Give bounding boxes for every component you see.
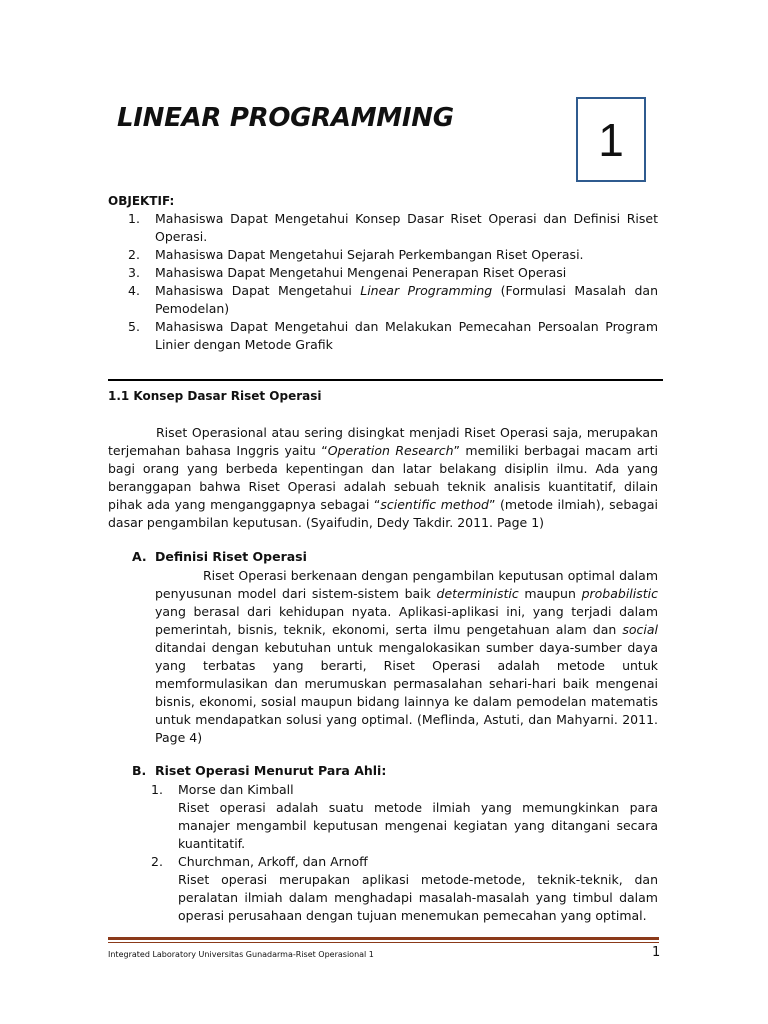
text-emphasis: deterministic	[436, 586, 519, 601]
chapter-number-box	[576, 97, 646, 182]
footer-text: Integrated Laboratory Universitas Gunadarma-Riset Operasional 1	[108, 950, 374, 959]
list-text: Mahasiswa Dapat Mengetahui dan Melakukan Pemecahan Persoalan Program Linier dengan Metode Grafik	[155, 319, 658, 352]
list-item	[128, 264, 658, 282]
text-run: ditandai dengan kebutuhan untuk mengalokasikan sumber daya-sumber daya yang terbatas yang berarti, Riset Operasi adalah metode untuk memformulasikan dan merumuskan permasalahan sehari-hari baik mengenai bisnis, ekonomi, sosial maupun bidang lainnya ke dalam pemodelan matematis untuk mendapatkan solusi yang optimal. (Meflinda, Astuti, dan Mahyarni. 2011. Page 4)	[155, 640, 658, 745]
list-number: 1.	[128, 211, 140, 226]
subsection-title: Riset Operasi Menurut Para Ahli:	[155, 763, 387, 778]
expert-definition: Riset operasi merupakan aplikasi metode-metode, teknik-teknik, dan peralatan ilmiah dalam menghadapi masalah-masalah yang timbul dalam operasi perusahaan dengan tujuan menemukan pemecahan yang optimal.	[178, 872, 658, 923]
experts-list	[151, 781, 658, 925]
footer-rule-thick	[108, 937, 659, 940]
section-title: 1.1 Konsep Dasar Riset Operasi	[108, 389, 322, 403]
page-title: LINEAR PROGRAMMING	[117, 103, 454, 133]
section-divider	[108, 379, 663, 381]
footer-rule	[108, 937, 659, 943]
list-text: Mahasiswa Dapat Mengetahui Sejarah Perkembangan Riset Operasi.	[155, 247, 584, 262]
chapter-number: 1	[598, 113, 624, 166]
footer-rule-thin	[108, 942, 659, 943]
intro-paragraph	[108, 424, 658, 532]
objectives-label: OBJEKTIF:	[108, 194, 175, 208]
subsection-a-heading	[132, 549, 307, 564]
list-item	[151, 853, 658, 925]
text-run: ” memiliki berbagai macam arti bagi orang yang berbeda kepentingan dan latar belakang disiplin ilmu. Ada yang beranggapan bahwa Riset Operasi adalah sebuah teknik analisis kuantitatif, dilain pihak ada yang menganggapnya sebagai “	[108, 443, 658, 512]
definition-paragraph	[155, 567, 658, 747]
list-number: 4.	[128, 283, 140, 298]
page-number: 1	[652, 945, 661, 960]
list-text-part: (Formulasi Masalah dan Pemodelan)	[155, 283, 658, 316]
list-text: Mahasiswa Dapat Mengetahui Konsep Dasar Riset Operasi dan Definisi Riset Operasi.	[155, 211, 658, 244]
list-text-emphasis: Linear Programming	[360, 283, 493, 298]
list-text-part: Mahasiswa Dapat Mengetahui	[155, 283, 361, 298]
list-item	[128, 318, 658, 354]
text-run: Riset Operasional atau sering disingkat menjadi Riset Operasi saja, merupakan terjemahan bahasa Inggris yaitu “	[108, 425, 658, 458]
text-emphasis: probabilistic	[581, 586, 658, 601]
list-item	[128, 282, 658, 318]
list-item	[128, 246, 658, 264]
subsection-b-heading	[132, 763, 387, 778]
subsection-title: Definisi Riset Operasi	[155, 549, 307, 564]
list-number: 3.	[128, 265, 140, 280]
list-item	[151, 781, 658, 853]
text-run: ” (metode ilmiah), sebagai dasar pengambilan keputusan. (Syaifudin, Dedy Takdir. 2011. Page 1)	[108, 497, 658, 530]
list-number: 5.	[128, 319, 140, 334]
text-run: maupun	[518, 586, 582, 601]
expert-definition: Riset operasi adalah suatu metode ilmiah yang memungkinkan para manajer mengambil keputusan mengenai kegiatan yang ditangani secara kuantitatif.	[178, 800, 658, 851]
objectives-list	[128, 210, 658, 354]
expert-name: Churchman, Arkoff, dan Arnoff	[178, 854, 368, 869]
list-text: Mahasiswa Dapat Mengetahui Mengenai Penerapan Riset Operasi	[155, 265, 567, 280]
text-emphasis: social	[622, 622, 658, 637]
text-emphasis: scientific method	[380, 497, 489, 512]
text-run: Riset Operasi berkenaan dengan pengambilan keputusan optimal dalam penyusunan model dari sistem-sistem baik	[155, 568, 658, 601]
list-number: 2.	[128, 247, 140, 262]
subsection-letter: A.	[132, 549, 147, 564]
text-emphasis: Operation Research	[327, 443, 454, 458]
list-number: 1.	[151, 782, 163, 797]
list-item	[128, 210, 658, 246]
list-number: 2.	[151, 854, 163, 869]
text-run: yang berasal dari kehidupan nyata. Aplikasi-aplikasi ini, yang terjadi dalam pemerintah, bisnis, teknik, ekonomi, serta ilmu pengetahuan alam dan	[155, 604, 658, 637]
expert-name: Morse dan Kimball	[178, 782, 294, 797]
subsection-letter: B.	[132, 763, 147, 778]
